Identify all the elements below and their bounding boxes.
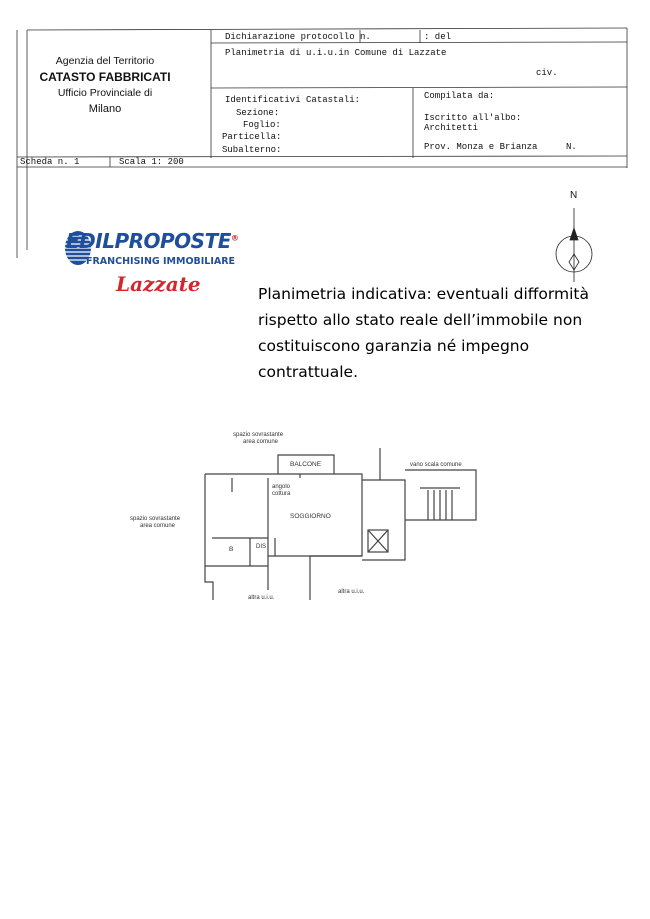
sezione-label: Sezione: xyxy=(236,108,280,118)
prov-label: Prov. Monza e Brianza xyxy=(424,142,538,152)
plan-altra-2: altra u.i.u. xyxy=(338,589,365,595)
agency-city: Milano xyxy=(88,103,122,115)
logo-brand-text: EDILPROPOSTE xyxy=(66,229,231,253)
compilata-label: Compilata da: xyxy=(424,91,495,101)
plan-left-space-2: area comune xyxy=(140,523,176,529)
disclaimer-line-4: contrattuale. xyxy=(258,363,359,381)
agency-name: Agenzia del Territorio xyxy=(55,55,155,67)
plan-room-b: B xyxy=(229,546,234,553)
plan-left-space-1: spazio sovrastante xyxy=(130,516,181,522)
plan-room-dis: DIS xyxy=(256,544,267,550)
agency-department: CATASTO FABBRICATI xyxy=(39,70,171,84)
plan-top-space-2: area comune xyxy=(243,439,279,445)
particella-label: Particella: xyxy=(222,132,282,142)
civ-label: civ. xyxy=(536,68,558,78)
n-label: N. xyxy=(566,142,577,152)
scheda-label: Scheda n. 1 xyxy=(20,157,80,167)
logo-subtitle: FRANCHISING IMMOBILIARE xyxy=(86,256,236,267)
registered-mark: ® xyxy=(230,233,239,243)
agency-office: Ufficio Provinciale di xyxy=(57,87,153,99)
plan-top-space-1: spazio sovrastante xyxy=(233,432,284,438)
plan-soggiorno: SOGGIORNO xyxy=(290,513,331,520)
plan-balcone: BALCONE xyxy=(290,461,322,468)
plan-angolo-1: angolo xyxy=(272,484,291,490)
iscritto-label: Iscritto all'albo: xyxy=(424,113,522,123)
declaration-label: Dichiarazione protocollo n. xyxy=(225,32,371,42)
disclaimer-line-3: costituiscono garanzia né impegno xyxy=(258,337,530,355)
compass-north-label: N xyxy=(570,190,578,201)
plan-altra-1: altra u.i.u. xyxy=(248,595,275,601)
foglio-label: Foglio: xyxy=(243,120,281,130)
logo-city: Lazzate xyxy=(116,272,201,296)
del-label: : del xyxy=(424,32,452,42)
plan-angolo-2: cottura xyxy=(272,491,291,497)
architetti-label: Architetti xyxy=(424,123,479,133)
planimetry-label: Planimetria di u.i.u.in Comune di Lazzate xyxy=(225,48,447,58)
disclaimer-line-2: rispetto allo stato reale dell’immobile non xyxy=(258,311,583,329)
identifiers-title: Identificativi Catastali: xyxy=(225,95,361,105)
scala-label: Scala 1: 200 xyxy=(119,157,184,167)
disclaimer-line-1: Planimetria indicativa: eventuali difformità xyxy=(258,285,589,303)
subalterno-label: Subalterno: xyxy=(222,145,282,155)
plan-vano-scala: vano scala comune xyxy=(410,462,462,468)
